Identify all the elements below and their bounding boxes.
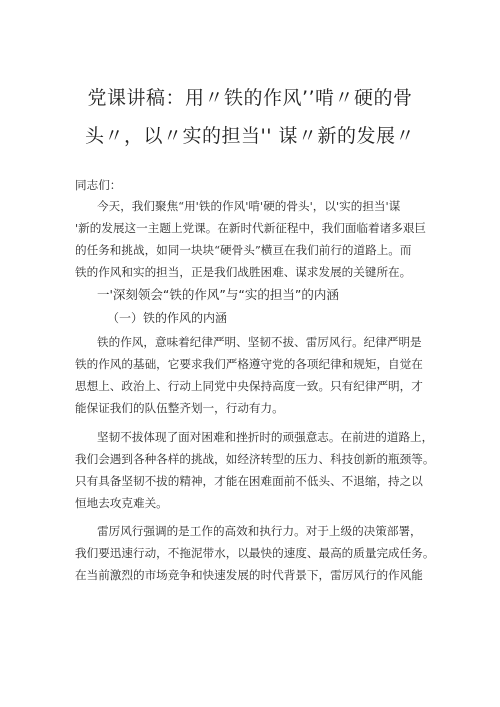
subsection-1-heading: （一）铁的作风的内涵: [107, 311, 228, 325]
paragraph-2-line: 我们会遇到各种各样的挑战，如经济转型的压力、科技创新的瓶颈等。: [75, 452, 435, 466]
paragraph-3-line: 雷厉风行强调的是工作的高效和执行力。对于上级的决策部署，: [97, 524, 422, 538]
paragraph-2-line: 只有具备坚韧不拔的精神，才能在困难面前不低头、不退缩，持之以: [75, 474, 423, 488]
paragraph-1-line: 铁的作风，意味着纪律严明、坚韧不拔、雷厉风行。纪律严明是: [97, 335, 422, 349]
document-title-line-1: 党课讲稿：用〃铁的作风’’啃〃硬的骨: [87, 87, 413, 109]
paragraph-1-line: 铁的作风的基础，它要求我们严格遵守党的各项纪律和规矩，自觉在: [75, 357, 423, 371]
document-title-line-2: 头〃，以〃实的担当'' 谋〃新的发展〃: [85, 125, 415, 147]
paragraph-1-line: 能保证我们的队伍整齐划一，行动有力。: [75, 401, 284, 415]
intro-line: 铁的作风和实的担当，正是我们战胜困难、谋求发展的关键所在。: [75, 265, 412, 279]
paragraph-1-line: 思想上、政治上、行动上同党中央保持高度一致。只有纪律严明，才: [75, 379, 423, 393]
intro-line: '新的发展这一主题上党课。在新时代新征程中，我们面临着诸多艰巨: [75, 221, 427, 235]
section-1-heading: 一'深刻领会“铁的作风”与“实的担当”的内涵: [97, 287, 339, 302]
salutation: 同志们：: [75, 178, 122, 192]
paragraph-3-line: 我们要迅速行动，不拖泥带水，以最快的速度、最高的质量完成任务。: [75, 546, 435, 560]
paragraph-2-line: 坚韧不拔体现了面对困难和挫折时的顽强意志。在前进的道路上，: [97, 430, 434, 444]
paragraph-3-line: 在当前激烈的市场竞争和快速发展的时代背景下，雷厉风行的作风能: [75, 568, 423, 582]
intro-line: 的任务和挑战，如同一块块“硬骨头”横亘在我们前行的道路上。而: [75, 243, 412, 257]
intro-line: 今天，我们聚焦“用'铁的作风'啃'硬的骨头'，以'实的担当'谋: [97, 199, 401, 213]
paragraph-2-line: 恒地去攻克难关。: [75, 496, 168, 510]
